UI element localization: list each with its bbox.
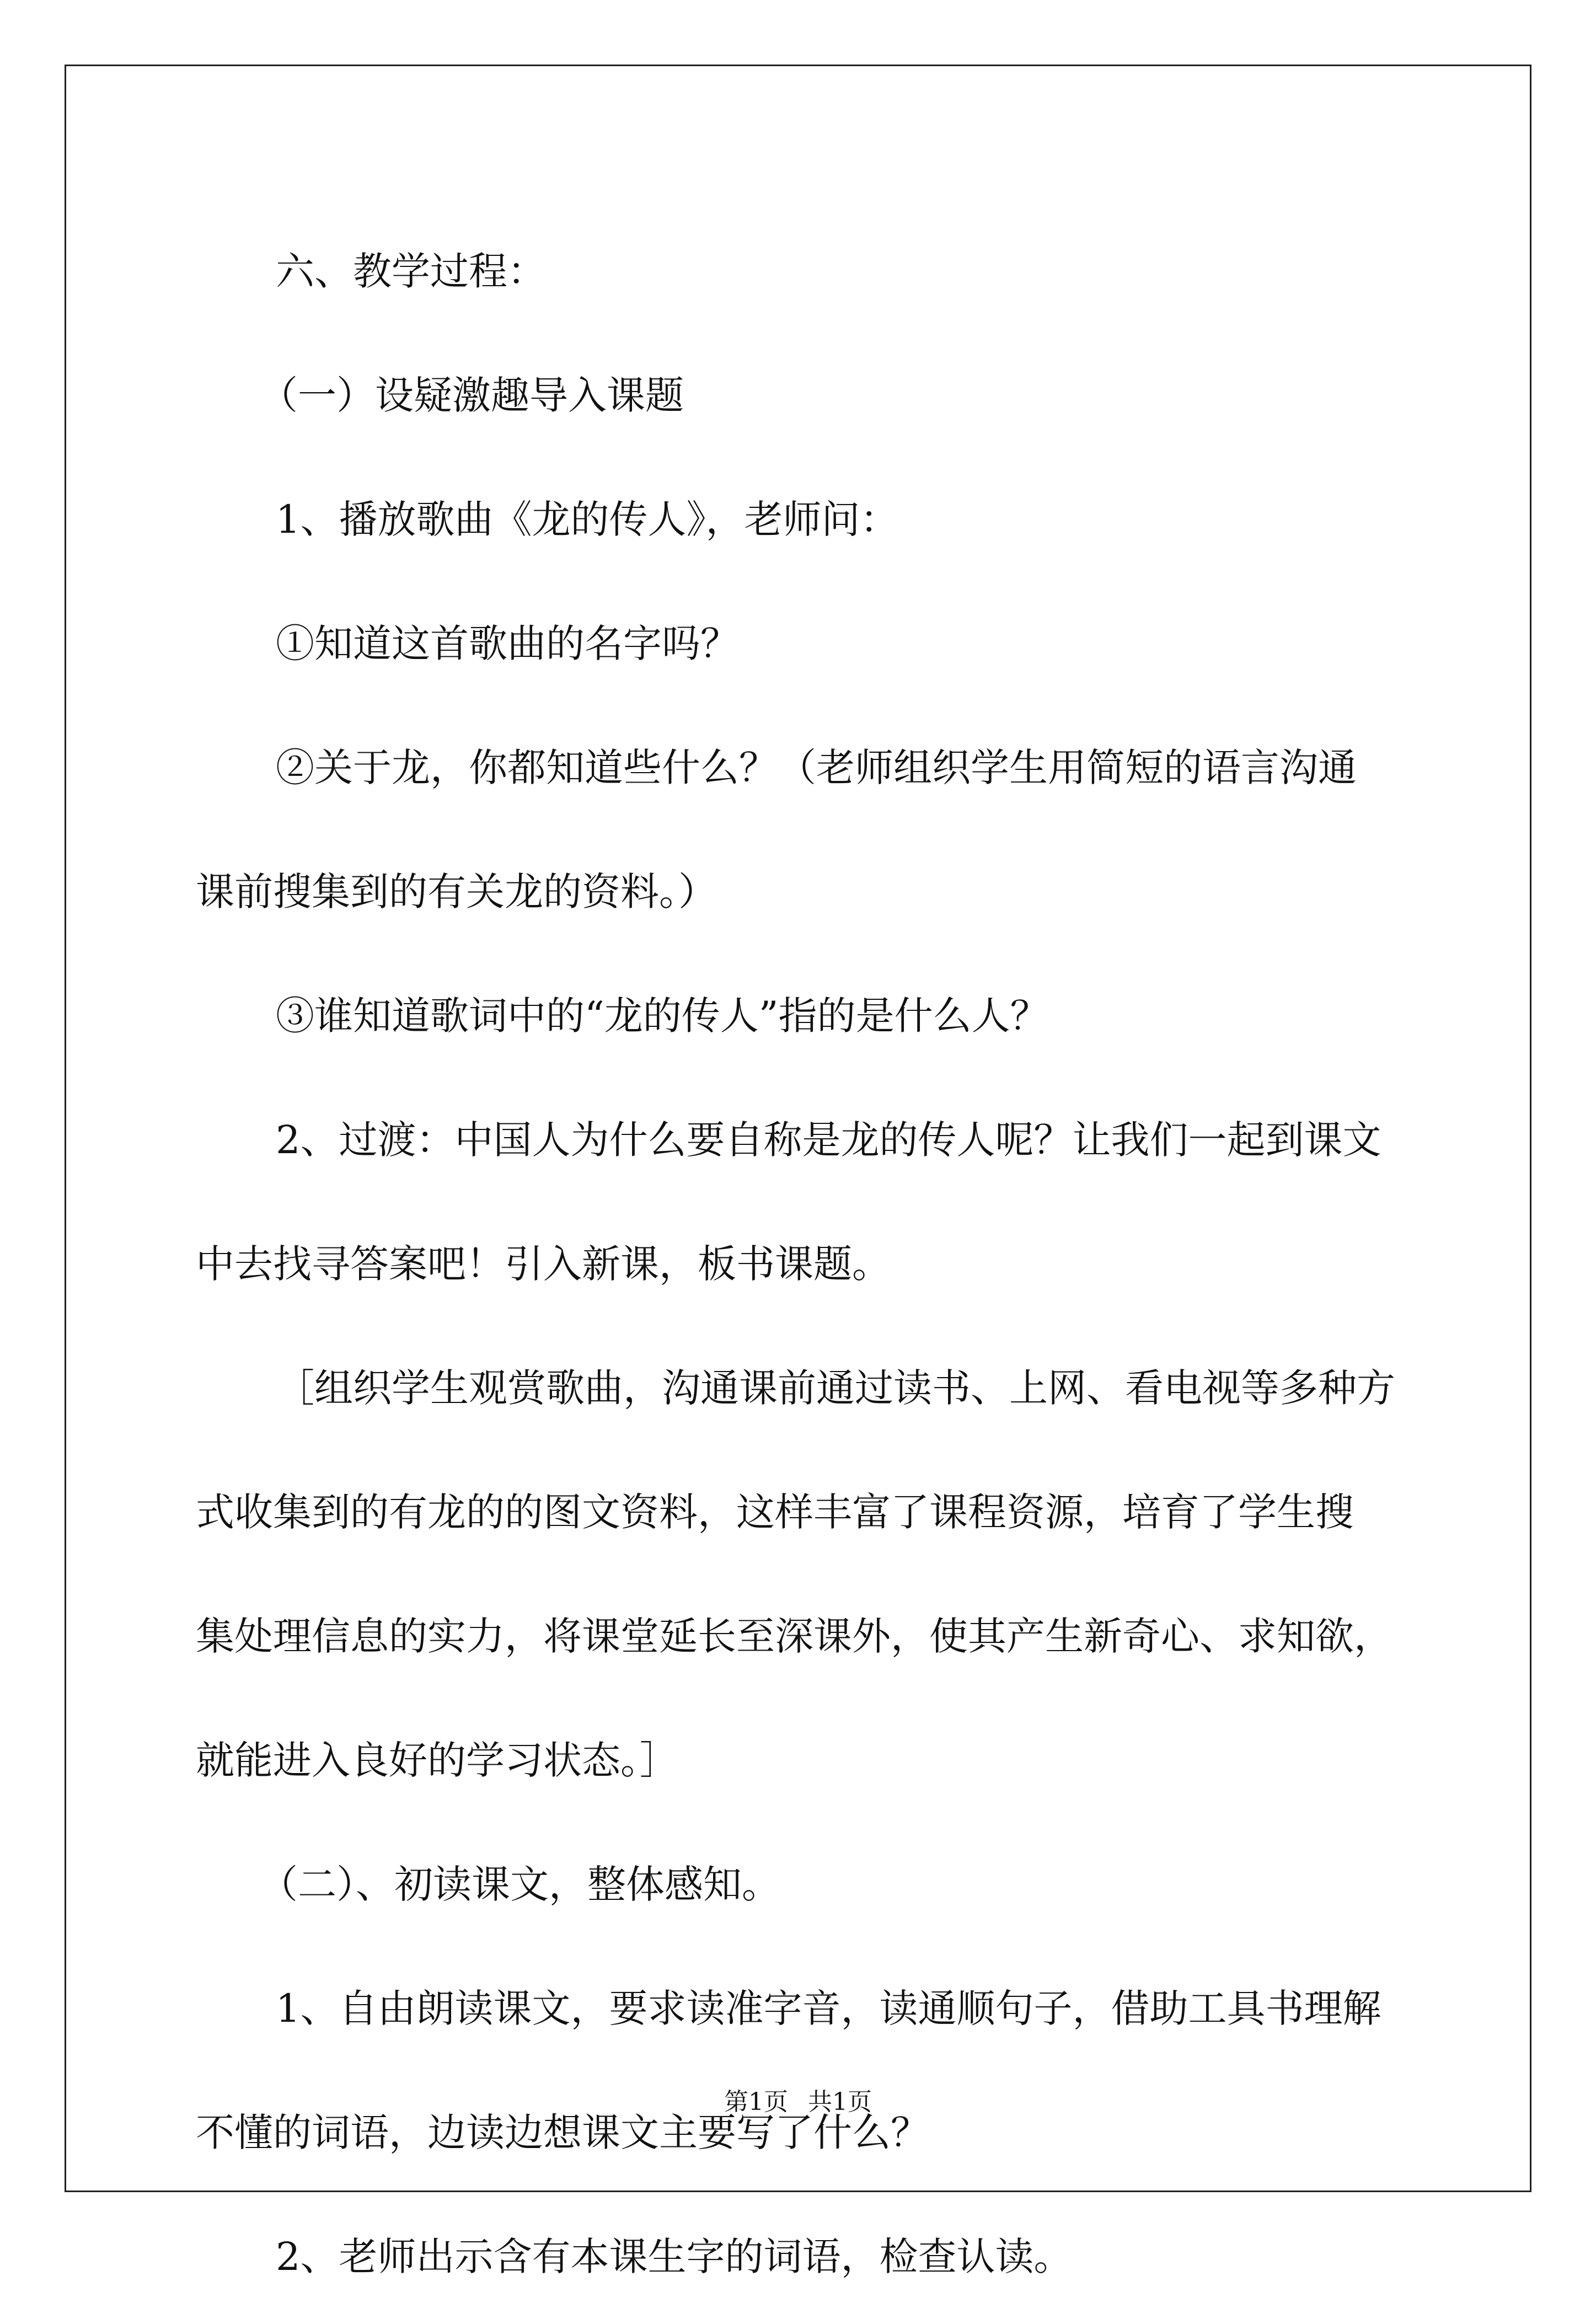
text-line: 1、自由朗读课文，要求读准字音，读通顺句子，借助工具书理解 — [276, 1986, 1381, 2031]
text-line: 六、教学过程： — [276, 249, 546, 294]
text-line: （二）、初读课文，整体感知。 — [259, 1862, 780, 1907]
text-line: 2、老师出示含有本课生字的词语，检查认读。 — [276, 2234, 1073, 2279]
text-line: 不懂的词语，边读边想课文主要写了什么？ — [196, 2110, 929, 2155]
page-footer — [0, 2082, 1596, 2117]
text-line: 1、播放歌曲《龙的传人》，老师问： — [276, 497, 899, 542]
heading-process — [196, 210, 1409, 334]
text-line: （一）设疑激趣导入课题 — [259, 373, 684, 418]
page-number-current: 第1页 — [724, 2088, 788, 2116]
teaching-note — [196, 1326, 1409, 1823]
text-line: ③谁知道歌词中的“龙的传人”指的是什么人？ — [276, 993, 1049, 1038]
item-1 — [196, 458, 1409, 582]
section-2-title — [196, 1823, 1409, 1947]
question-2 — [196, 706, 1409, 954]
document-body — [196, 210, 1409, 2319]
question-3 — [196, 954, 1409, 1078]
text-line: 2、过渡：中国人为什么要自称是龙的传人呢？让我们一起到课文 — [276, 1117, 1381, 1163]
text-line: 集处理信息的实力，将课堂延长至深课外，使其产生新奇心、求知欲， — [196, 1614, 1393, 1659]
section-1-title — [196, 334, 1409, 458]
question-1 — [196, 582, 1409, 706]
item-2-1 — [196, 1947, 1409, 2195]
text-line: 中去找寻答案吧！引入新课，板书课题。 — [196, 1241, 891, 1287]
text-line: 式收集到的有龙的的图文资料，这样丰富了课程资源，培育了学生搜 — [196, 1490, 1354, 1535]
text-line: 就能进入良好的学习状态。］ — [196, 1738, 678, 1783]
text-line: ①知道这首歌曲的名字吗？ — [276, 621, 739, 666]
item-2 — [196, 1078, 1409, 1326]
text-line: ②关于龙，你都知道些什么？（老师组织学生用简短的语言沟通 — [276, 745, 1357, 790]
page-number-total: 共1页 — [808, 2088, 872, 2116]
text-line: 课前搜集到的有关龙的资料。） — [196, 869, 717, 914]
text-line: ［组织学生观赏歌曲，沟通课前通过读书、上网、看电视等多种方 — [276, 1365, 1395, 1411]
